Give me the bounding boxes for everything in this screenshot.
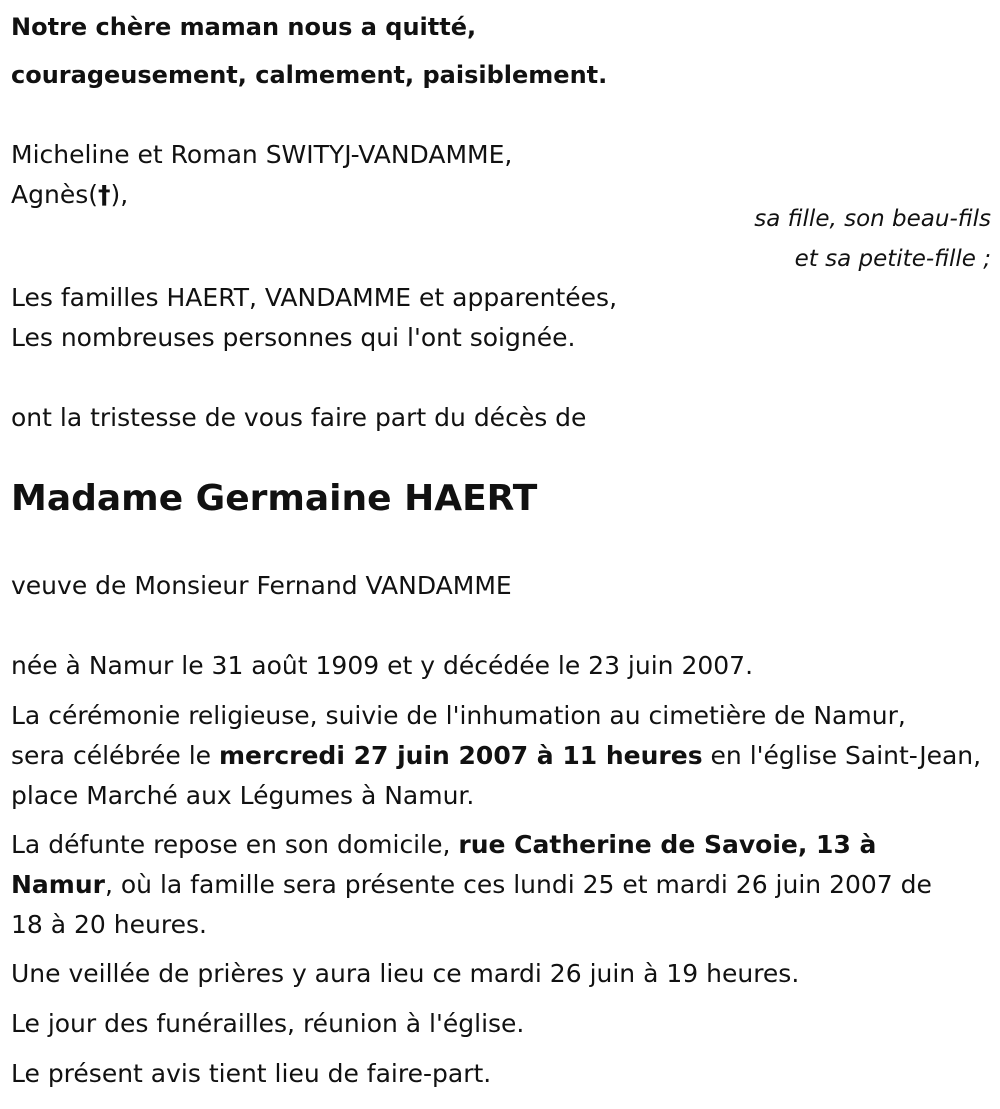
ceremony-line-3: place Marché aux Légumes à Namur. <box>11 781 475 810</box>
rest-line-1 <box>11 830 876 860</box>
deceased-name: Madame Germaine HAERT <box>11 478 538 519</box>
family-line-3: Les familles HAERT, VANDAMME et apparentées, <box>11 283 618 312</box>
ceremony-datetime: mercredi 27 juin 2007 à 11 heures <box>218 741 703 770</box>
intro-line-1: Notre chère maman nous a quitté, <box>11 13 477 41</box>
relation-line-2: et sa petite-fille ; <box>794 246 991 272</box>
rest-address: rue Catherine de Savoie, 13 à <box>458 830 877 859</box>
family-name-agnes: Agnès( <box>11 180 98 209</box>
cross-icon: † <box>97 180 111 209</box>
ceremony-line-1: La cérémonie religieuse, suivie de l'inhumation au cimetière de Namur, <box>11 701 906 730</box>
obituary-notice <box>11 0 991 1109</box>
family-line-2-end: ), <box>110 180 129 209</box>
rest-line-2 <box>11 870 932 900</box>
announcement: ont la tristesse de vous faire part du décès de <box>11 403 587 432</box>
rest-line-3: 18 à 20 heures. <box>11 910 207 939</box>
ceremony-line-2 <box>11 741 981 771</box>
rest-line-1-pre: La défunte repose en son domicile, <box>11 830 459 859</box>
birth-death: née à Namur le 31 août 1909 et y décédée le 23 juin 2007. <box>11 651 754 680</box>
relation-line-1: sa fille, son beau-fils <box>754 206 991 232</box>
funeral-info: Le jour des funérailles, réunion à l'église. <box>11 1009 525 1038</box>
family-line-1: Micheline et Roman SWITYJ-VANDAMME, <box>11 140 513 169</box>
ceremony-line-2-post: en l'église Saint-Jean, <box>702 741 982 770</box>
family-line-4: Les nombreuses personnes qui l'ont soignée. <box>11 323 576 352</box>
notice-info: Le présent avis tient lieu de faire-part. <box>11 1059 492 1088</box>
vigil: Une veillée de prières y aura lieu ce mardi 26 juin à 19 heures. <box>11 959 800 988</box>
widow-of: veuve de Monsieur Fernand VANDAMME <box>11 571 512 600</box>
rest-line-2-post: , où la famille sera présente ces lundi 25 et mardi 26 juin 2007 de <box>104 870 932 899</box>
family-line-2 <box>11 180 128 210</box>
rest-city: Namur <box>11 870 105 899</box>
intro-line-2: courageusement, calmement, paisiblement. <box>11 61 608 89</box>
ceremony-line-2-pre: sera célébrée le <box>11 741 219 770</box>
